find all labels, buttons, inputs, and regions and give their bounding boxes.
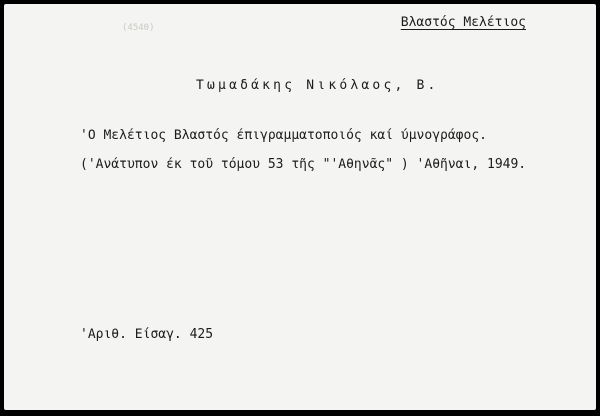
accession-number-line: 'Αριθ. Είσαγ. 425 xyxy=(80,327,214,342)
author-line: Τωμαδάκης Νικόλαος, Β. xyxy=(196,78,439,93)
faint-catalog-mark: (4540) xyxy=(122,23,155,33)
reprint-line: ('Ανάτυπον έκ τοῦ τόμου 53 τῆς "'Αθηνᾶς" ) 'Αθῆναι, 1949. xyxy=(80,157,527,172)
subject-heading: Βλαστός Μελέτιος xyxy=(400,15,526,30)
title-line: 'Ο Μελέτιος Βλαστός έπιγραμματοποιός καί ύμνογράφος. xyxy=(80,128,487,143)
catalog-card xyxy=(4,4,596,410)
